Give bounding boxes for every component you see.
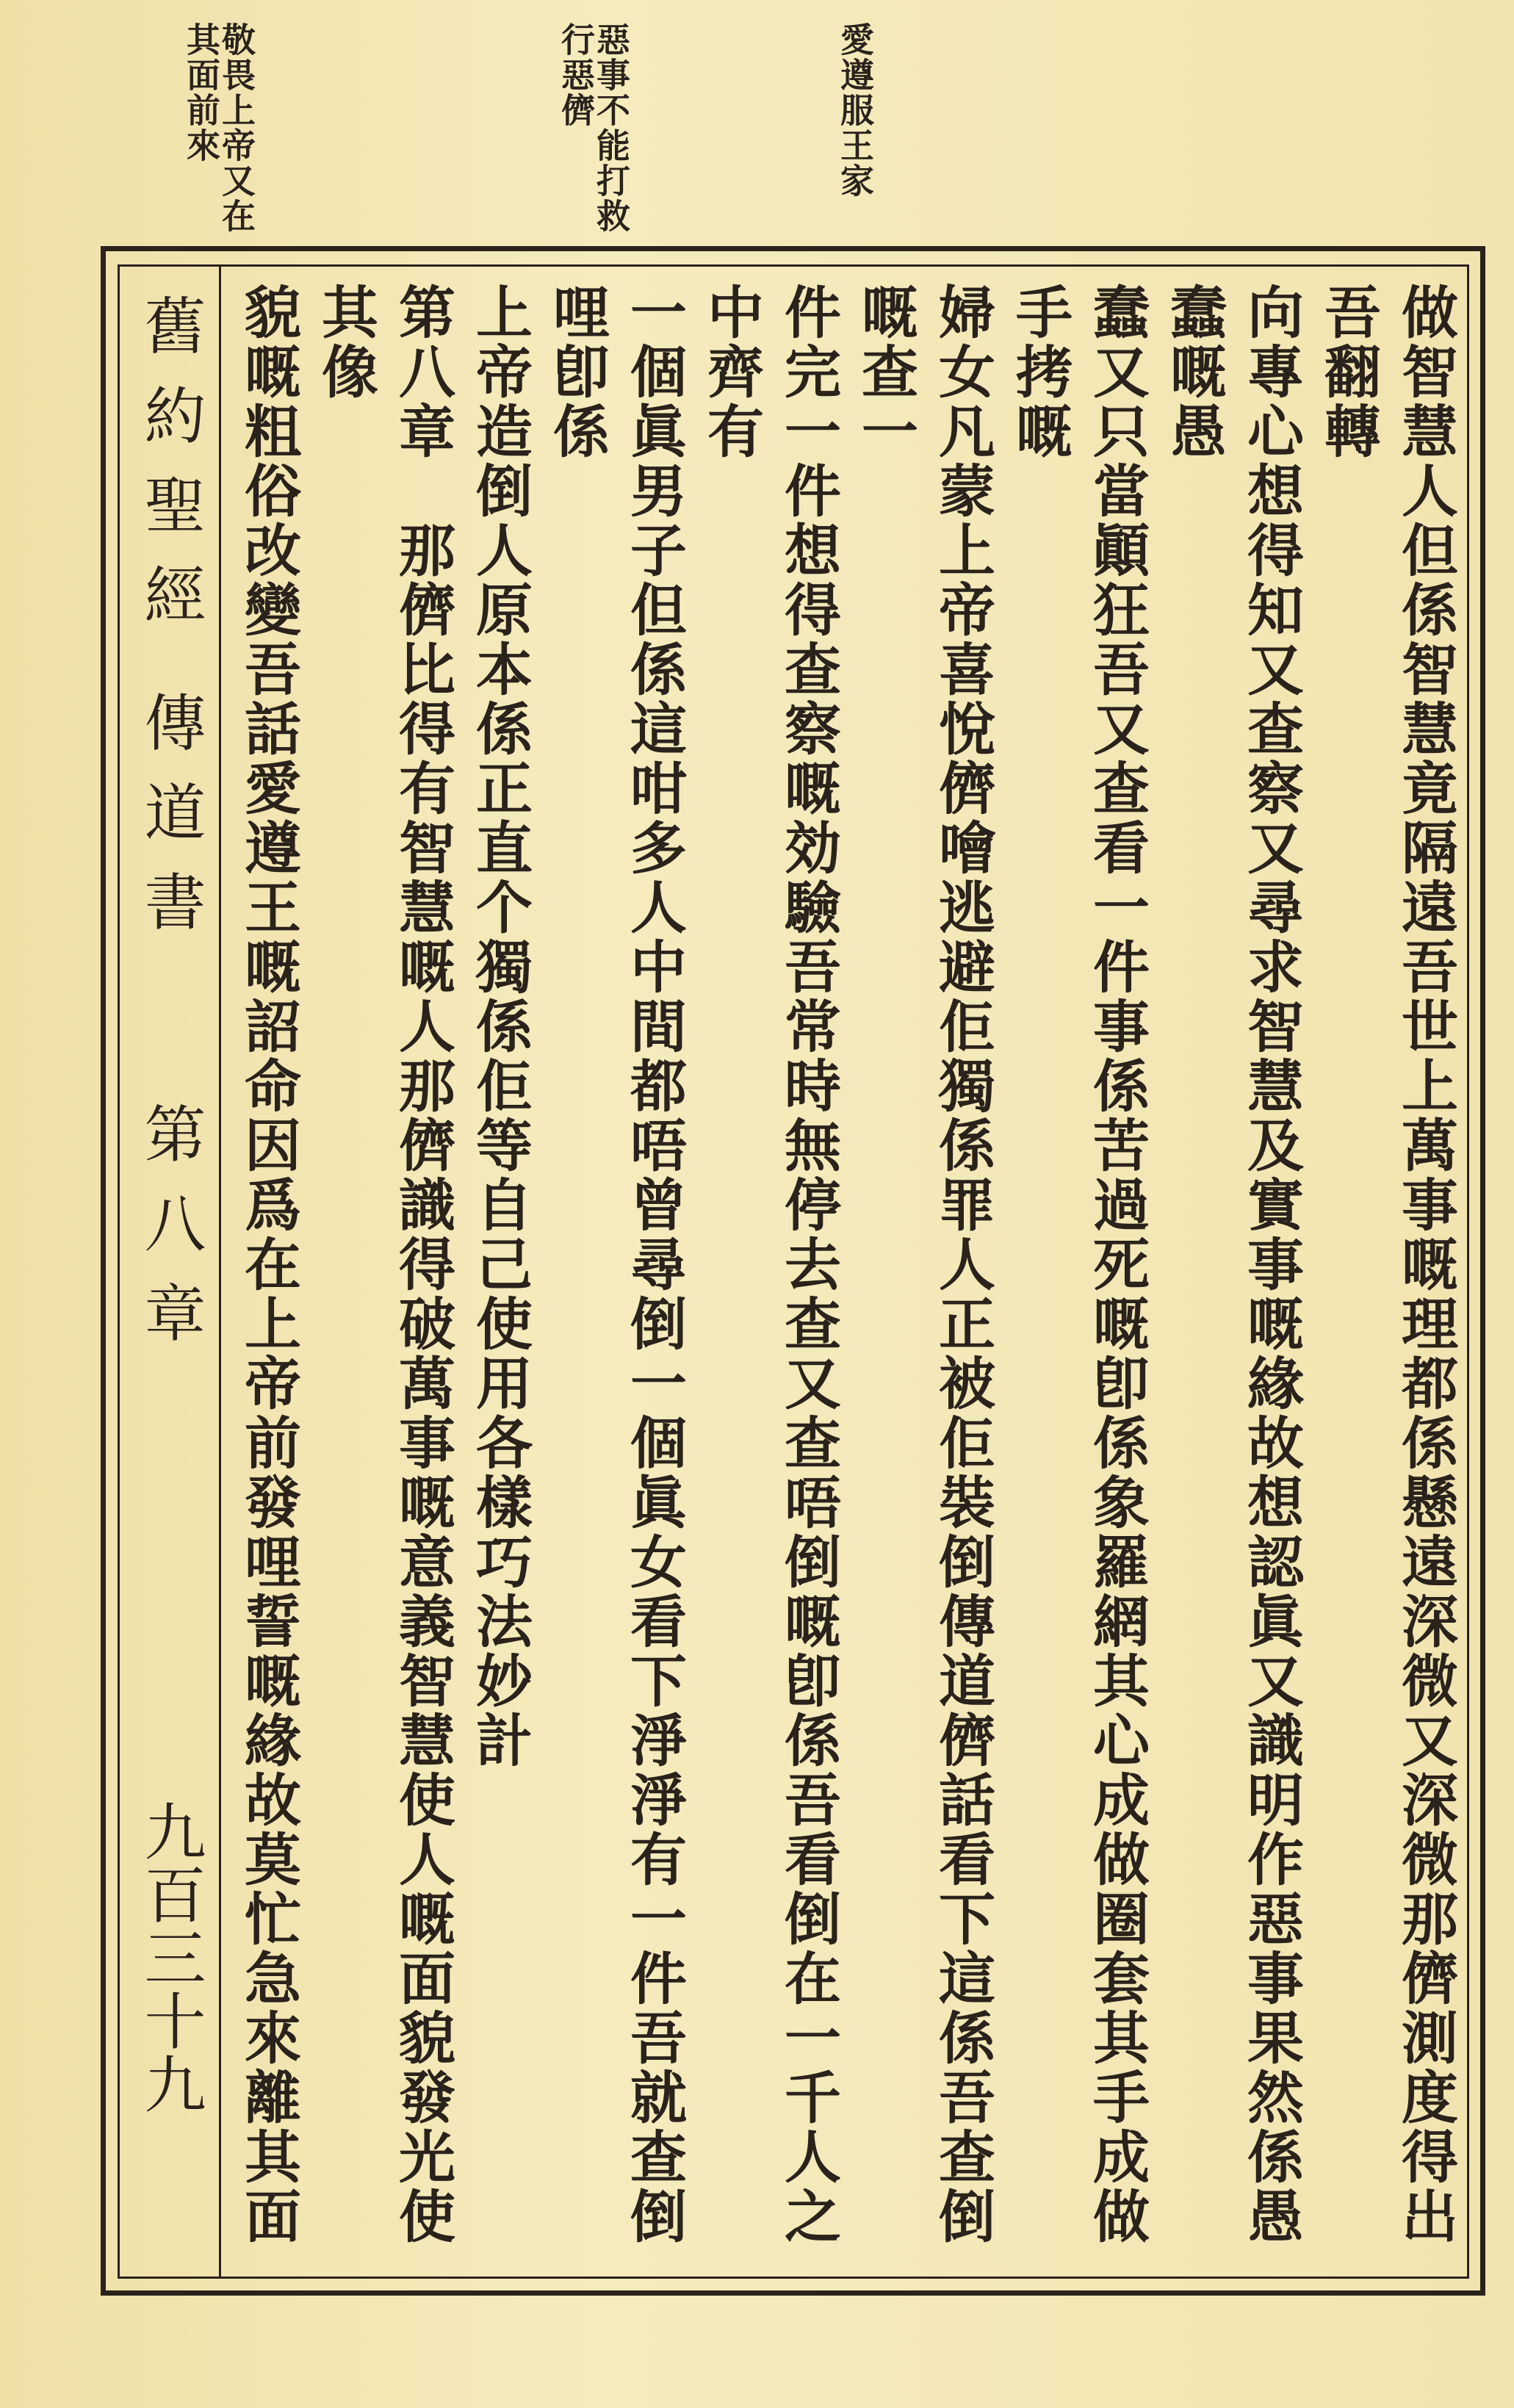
text-column: 蠢又只當顚狂吾又查看一件事係苦過死嘅卽係象羅網其心成做圈套其手成做手拷嘅 — [1006, 283, 1150, 2246]
margin-note-3: 惡事不能打救行惡儕 — [556, 22, 631, 234]
margin-note-1: 敬畏上帝又在其面前來 — [181, 22, 256, 234]
header-divider — [219, 264, 221, 2279]
faint-bleed-note — [948, 22, 983, 57]
margin-note-2: 愛遵服王家 — [835, 22, 875, 198]
text-column: 上帝造倒人原本係正直个獨係佢等自己使用各樣巧法妙計 — [466, 283, 533, 1770]
body-text — [229, 283, 1463, 2266]
book-title: 舊約聖經 — [134, 294, 206, 652]
book-name: 傳道書 — [134, 691, 206, 959]
text-column: 向專心想得知又查察又尋求智慧及實事嘅緣故想認眞又識明作惡事果然係愚蠢嘅愚 — [1161, 283, 1304, 2246]
text-column: 一個眞男子但係這咁多人中間都唔曾尋倒一個眞女看下淨淨有一件吾就查倒哩卽係 — [544, 283, 687, 2246]
text-column: 做智慧人但係智慧竟隔遠吾世上萬事嘅理都係懸遠深微又深微那儕測度得出吾翻轉 — [1315, 283, 1458, 2246]
text-column: 第八章 那儕比得有智慧嘅人那儕識得破萬事嘅意義智慧使人嘅面貌發光使其像 — [312, 283, 455, 2246]
chapter-label: 第八章 — [134, 1102, 206, 1371]
text-column: 件完一件想得查察嘅効驗吾常時無停去查又查唔倒嘅卽係吾看倒在一千人之中齊有 — [698, 283, 841, 2246]
text-column: 貌嘅粗俗改變吾話愛遵王嘅詔命因爲在上帝前發哩誓嘅緣故莫忙急來離其面 — [235, 283, 301, 2246]
page-number: 九百三十九 — [134, 1800, 206, 2116]
text-column: 婦女凡蒙上帝喜悅儕噲逃避佢獨係罪人正被佢裝倒傳道儕話看下這係吾查倒嘅查一 — [852, 283, 995, 2246]
running-header — [126, 294, 215, 2241]
